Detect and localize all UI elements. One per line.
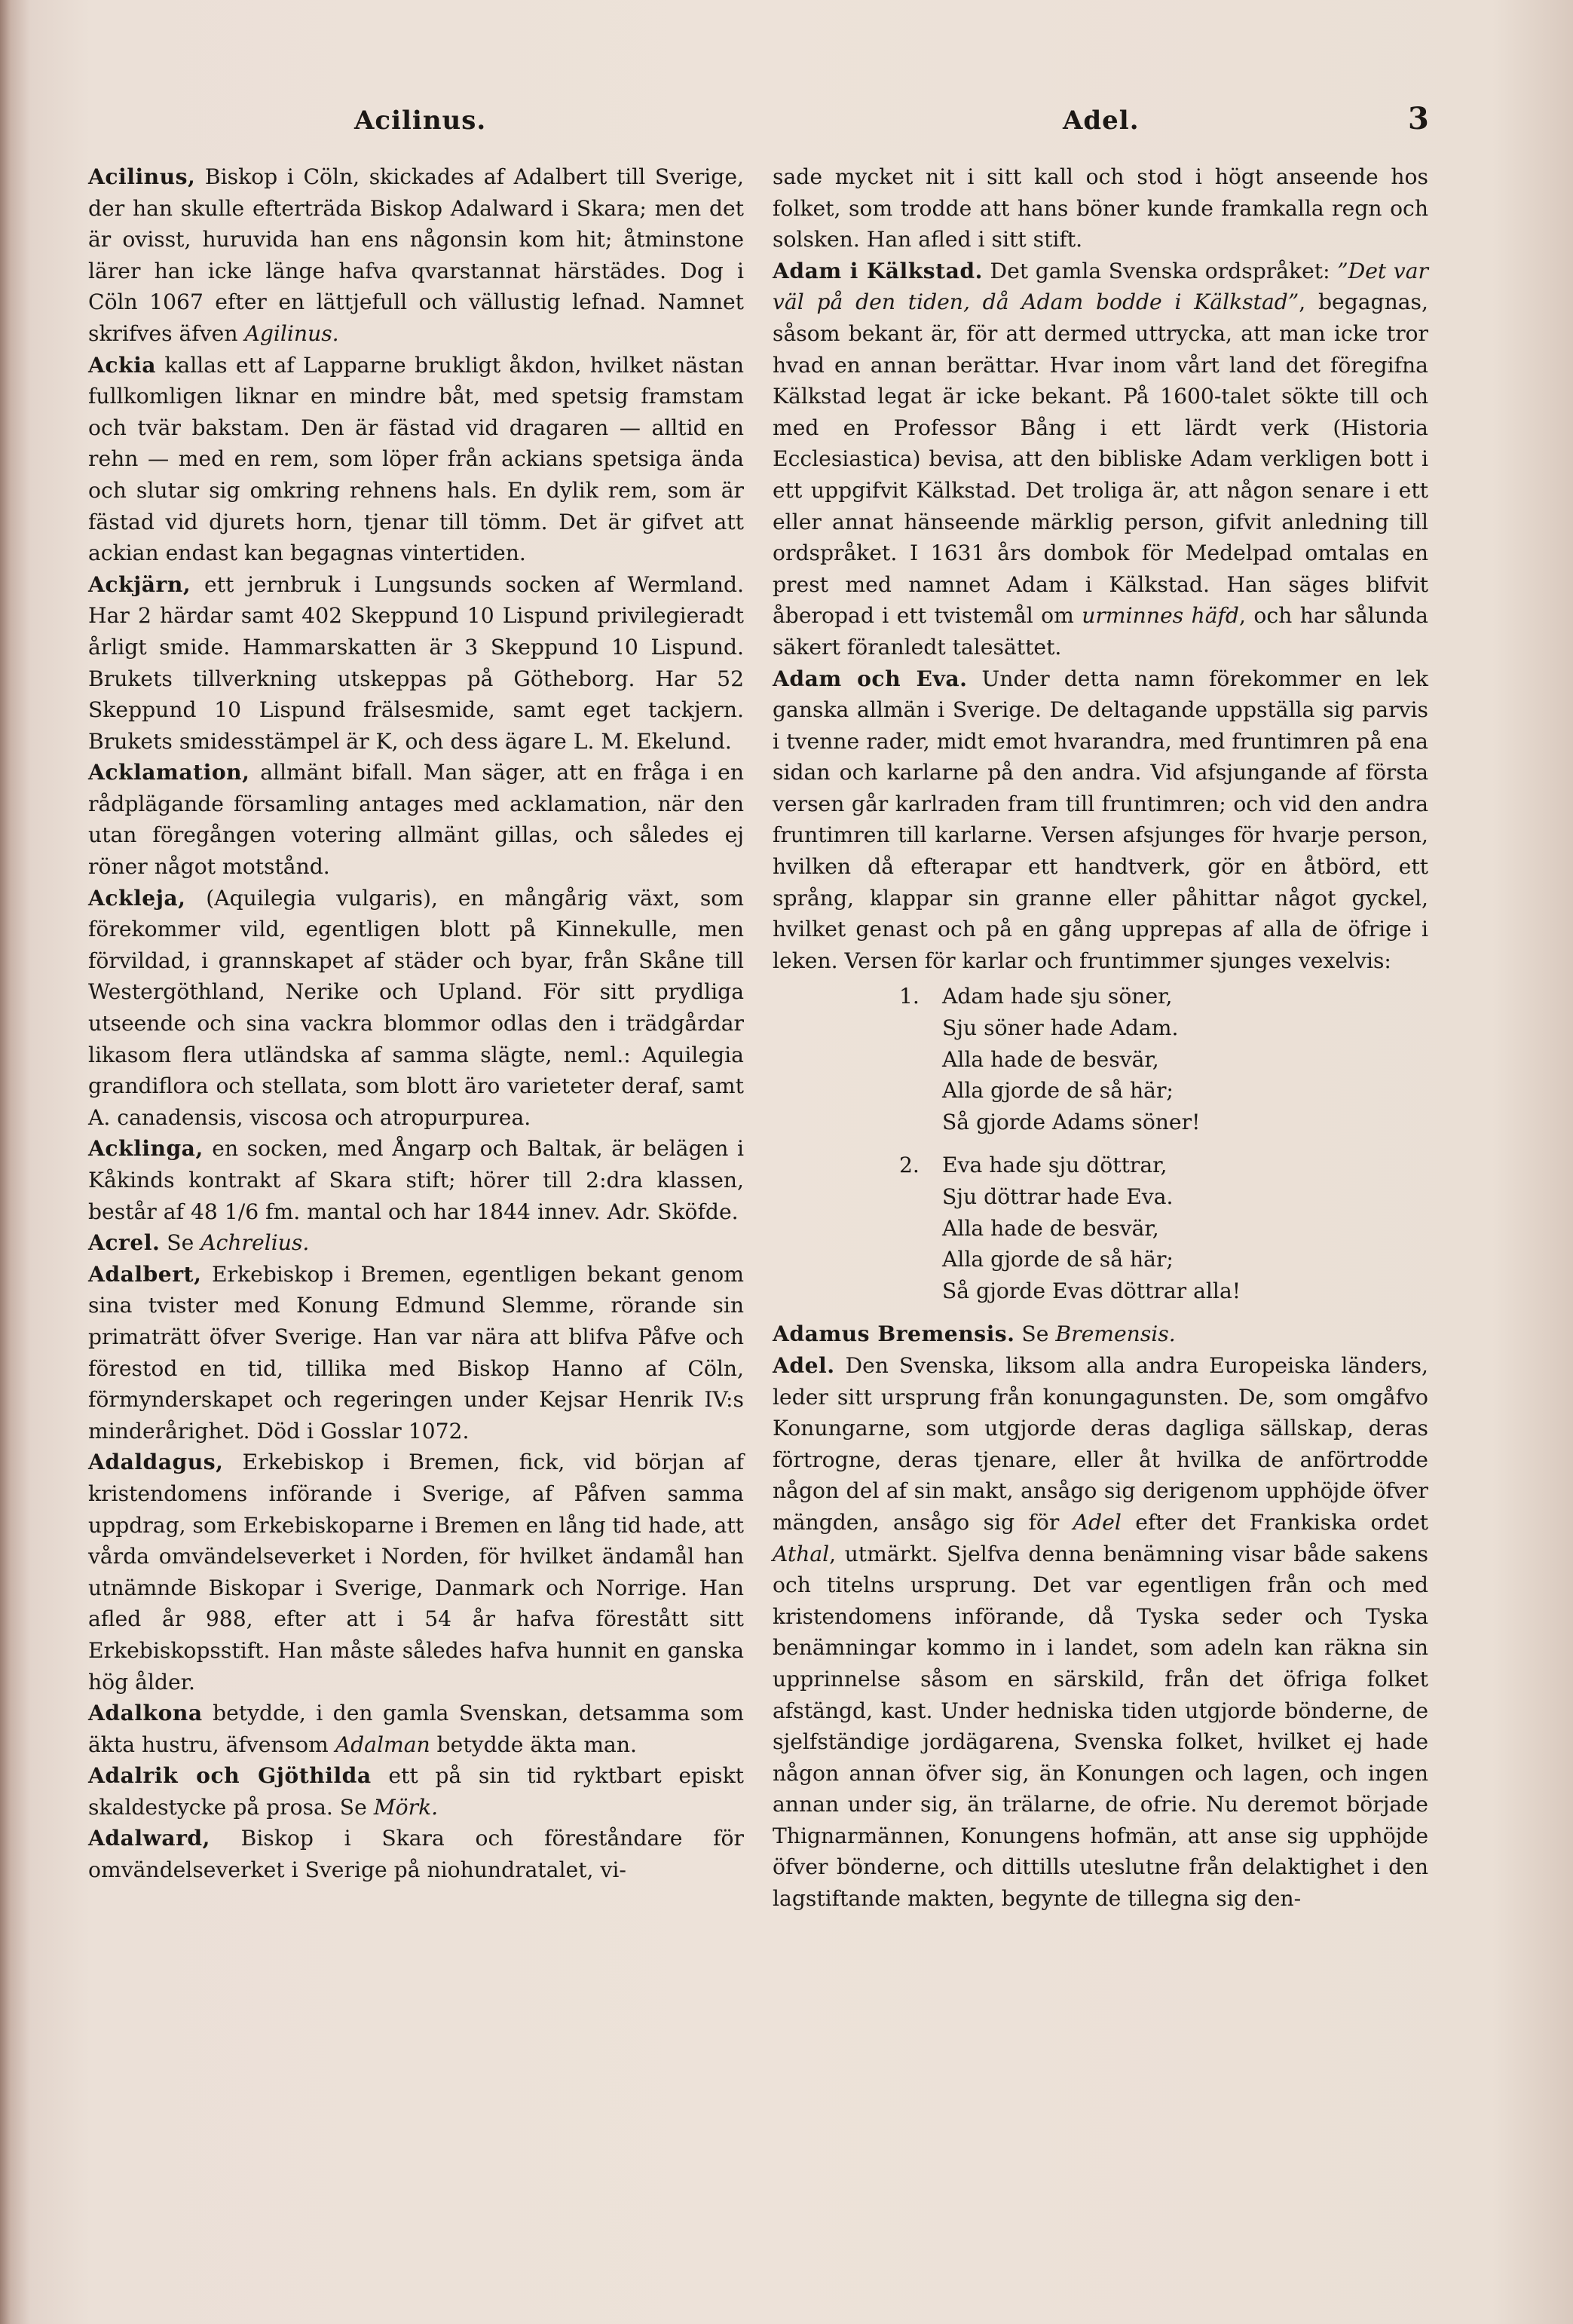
entry-text: ett på sin tid ryktbart episkt skaldestycke på prosa. Se <box>88 1763 744 1820</box>
entry-text: betydde, i den gamla Svenskan, detsamma som äkta hustru, äfvensom <box>88 1701 744 1757</box>
entry-headword: Adamus Bremensis. <box>773 1321 1015 1347</box>
verse-stanza <box>773 1150 1428 1306</box>
entry-text: Under detta namn förekommer en lek ganska allmän i Sverige. De deltagande uppställa sig parvis i tvenne rader, midt emot hvarandra, med fruntimren på ena sidan och karlarne på den andra. Vid afsjungande af första versen går karlraden fram till fruntimren; och vid den andra fruntimren till karlarne. Versen afsjunges för hvarje person, hvilken då efterapar ett handtverk, gör en åtbörd, ett språng, klappar sin granne eller påhittar något gyckel, hvilket genast och på en gång upprepas af alla de öfrige i leken. Versen för karlar och fruntimmer sjunges vexelvis: <box>773 666 1428 973</box>
stanza-number: 2. <box>899 1153 920 1178</box>
entry-headword: Adam i Kälkstad. <box>773 258 983 283</box>
right-column <box>773 161 1428 1915</box>
page-number: 3 <box>1408 101 1429 136</box>
entry-text: Biskop i Skara och föreståndare för omvändelseverket i Sverige på niohundratalet, vi- <box>88 1826 744 1883</box>
entry-text: Den Svenska, liksom alla andra Europeiska länders, leder sitt ursprung från konungagunsten. De, som omgåfvo Konungarne, som utgjorde deras dagliga sällskap, deras förtrogne, deras tjenare, eller åt hvilka de anförtrodde någon del af sin makt, ansågo sig derigenom upphöjde öfver mängden, ansågo sig för <box>773 1352 1428 1535</box>
dictionary-entry <box>773 256 1428 663</box>
entry-headword: Adaldagus, <box>88 1450 224 1475</box>
entry-text: , och har sålunda säkert föranledt talesättet. <box>773 603 1428 660</box>
entry-text: efter det Frankiska ordet <box>1121 1509 1428 1535</box>
entry-text: , utmärkt. Sjelfva denna benämning visar både sakens och titelns ursprung. Det var egentligen från och med kristendomens införande, då Tyska seder och Tyska benämningar kommo in i landet, som adeln kan räkna sin upprinnelse såsom en särskild, från det öfriga folket afstängd, kast. Under hedniska tiden utgjorde bönderne, de sjelfständige jordägarena, Svenska folket, hvilket ej hade någon annan öfver sig, än Konungen och lagen, och ingen annan under sig, än trälarne, de ofrie. Nu deremot började Thignarmännen, Konungens hofmän, att anse sig upphöjde öfver bönderne, och dittills uteslutne från delaktighet i den lagstiftande makten, begynte de tillegna sig den- <box>773 1541 1428 1912</box>
entry-italic-text: Mörk. <box>373 1794 439 1820</box>
verse-line: Adam hade sju söner, <box>942 984 1173 1009</box>
dictionary-entry <box>88 1760 744 1823</box>
dictionary-entry <box>88 1447 744 1698</box>
left-column <box>88 161 744 1886</box>
entry-headword: Ackia <box>88 352 157 378</box>
entry-italic-text: urminnes häfd <box>1082 603 1239 629</box>
verse-line: Sju döttrar hade Eva. <box>942 1184 1174 1209</box>
dictionary-entry <box>88 1133 744 1227</box>
stanza-number: 1. <box>899 984 920 1009</box>
entry-italic-text: Adalman <box>335 1732 430 1757</box>
dictionary-entry <box>88 1823 744 1885</box>
entry-text: Erkebiskop i Bremen, egentligen bekant genom sina tvister med Konung Edmund Slemme, rörande sin primaträtt öfver Sverige. Han var nära att blifva Påfve och förestod en tid, tillika med Biskop Hanno af Cöln, förmynderskapet och regeringen under Kejsar Henrik IV:s minderårighet. Död i Gosslar 1072. <box>88 1261 744 1444</box>
dictionary-entry <box>88 1259 744 1447</box>
entry-headword: Acklamation, <box>88 760 250 785</box>
entry-text: Erkebiskop i Bremen, fick, vid början af kristendomens införande i Sverige, af Påfven samma uppdrag, som Erkebiskoparne i Bremen en lång tid hade, att vårda omvändelseverket i Norden, för hvilket ändamål han utnämnde Biskopar i Sverige, Danmark och Norrige. Han afled år 988, efter att i 54 år hafva förestått sitt Erkebiskopsstift. Han måste således hafva hunnit en ganska hög ålder. <box>88 1450 744 1695</box>
verse-line: Alla hade de besvär, <box>942 1046 1159 1072</box>
right-column-entries-top <box>773 161 1428 976</box>
entry-italic-text: Agilinus. <box>244 320 339 346</box>
entry-text: allmänt bifall. Man säger, att en fråga i en rådplägande församling antages med acklamation, när den utan föregången votering allmänt gillas, och således ej röner något motstånd. <box>88 760 744 880</box>
entry-italic-text: Bremensis. <box>1055 1321 1176 1347</box>
running-head-left: Acilinus. <box>354 106 487 136</box>
entry-text: Se <box>1014 1321 1056 1347</box>
entry-headword: Acilinus, <box>88 164 196 189</box>
verse-line: Så gjorde Adams söner! <box>942 1109 1201 1134</box>
entry-text: (Aquilegia vulgaris), en mångårig växt, som förekommer vild, egentligen blott på Kinnekulle, men förvildad, i grannskapet af städer och byar, från Skåne till Westergöthland, Nerike och Upland. För sitt prydliga utseende och sina vackra blommor odlas den i trädgårdar likasom flera utländska af samma slägte, neml.: Aquilegia grandiflora och stellata, som blott äro varieteter deraf, samt A. canadensis, viscosa och atropurpurea. <box>88 885 744 1130</box>
entry-text: ett jernbruk i Lungsunds socken af Wermland. Har 2 härdar samt 402 Skeppund 10 Lispund privilegieradt årligt smide. Hammarskatten är 3 Skeppund 10 Lispund. Brukets tillverkning utskeppas på Götheborg. Har 52 Skeppund 10 Lispund frälsesmide, samt eget tackjern. Brukets smidesstämpel är K, och dess ägare L. M. Ekelund. <box>88 571 744 754</box>
entry-text: betydde äkta man. <box>430 1732 637 1757</box>
entry-headword: Ackleja, <box>88 885 186 911</box>
dictionary-entry <box>88 883 744 1134</box>
verse-line: Sju söner hade Adam. <box>942 1015 1179 1041</box>
song-verses <box>773 981 1428 1306</box>
verse-line: Eva hade sju döttrar, <box>942 1153 1168 1178</box>
entry-headword: Acklinga, <box>88 1136 204 1162</box>
entry-italic-text: Adel <box>1073 1509 1122 1535</box>
entry-text: Biskop i Cöln, skickades af Adalbert till Sverige, der han skulle efterträda Biskop Adalward i Skara; men det är ovisst, huruvida han ens någonsin kom hit; åtminstone lärer han icke länge hafva qvarstannat härstädes. Dog i Cöln 1067 efter en lättjefull och vällustig lefnad. Namnet skrifves äfven <box>88 164 744 346</box>
entry-headword: Adalbert, <box>88 1261 202 1287</box>
dictionary-entry <box>88 161 744 350</box>
verse-line: Så gjorde Evas döttrar alla! <box>942 1278 1241 1303</box>
entry-text: Det gamla Svenska ordspråket: <box>982 258 1338 283</box>
dictionary-entry <box>88 350 744 569</box>
dictionary-entry <box>88 757 744 882</box>
dictionary-entry <box>773 663 1428 977</box>
page-header <box>0 101 1573 151</box>
dictionary-entry <box>773 1318 1428 1350</box>
entry-text: kallas ett af Lapparne brukligt åkdon, hvilket nästan fullkomligen liknar en mindre båt, med spetsig framstam och tvär bakstam. Den är fästad vid dragaren — alltid en rehn — med en rem, som löper från ackians spetsiga ända och slutar sig omkring rehnens hals. En dylik rem, som är fästad vid djurets horn, tjenar till tömm. Det är gifvet att ackian endast kan begagnas vintertiden. <box>88 352 744 566</box>
entry-headword: Adam och Eva. <box>773 666 968 691</box>
verse-stanza <box>773 981 1428 1138</box>
dictionary-entry <box>88 1227 744 1259</box>
dictionary-entry <box>773 1350 1428 1915</box>
entry-headword: Adel. <box>773 1352 835 1378</box>
running-head-right: Adel. <box>1063 106 1140 136</box>
dictionary-entry <box>88 569 744 758</box>
entry-headword: Adalward, <box>88 1826 210 1851</box>
entry-headword: Ackjärn, <box>88 571 191 597</box>
verse-line: Alla gjorde de så här; <box>942 1078 1174 1104</box>
entry-italic-text: Athal <box>773 1541 830 1566</box>
dictionary-entry <box>773 161 1428 256</box>
entry-headword: Acrel. <box>88 1230 161 1256</box>
entry-text: Se <box>160 1230 201 1256</box>
entry-italic-text: Achrelius. <box>200 1230 310 1256</box>
entry-italic-text: ”Det var väl på den tiden, då Adam bodde i Kälkstad” <box>773 258 1428 315</box>
right-column-entries-bottom <box>773 1318 1428 1914</box>
dictionary-entry <box>88 1698 744 1760</box>
entry-text: sade mycket nit i sitt kall och stod i högt anseende hos folket, som trodde att hans böner kunde framkalla regn och solsken. Han afled i sitt stift. <box>773 164 1428 253</box>
entry-headword: Adalkona <box>88 1701 203 1726</box>
entry-text: , begagnas, såsom bekant är, för att dermed uttrycka, att man icke tror hvad en annan berättar. Hvar inom vårt land det föregifna Kälkstad legat är icke bekant. På 1600-talet sökte till och med en Professor Bång i ett lärdt verk (Historia Ecclesiastica) bevisa, att den bibliske Adam verkligen bott i ett uppgifvit Kälkstad. Det troliga är, att någon senare i ett eller annat hänseende märklig person, gifvit anledning till ordspråket. I 1631 års dombok för Medelpad omtalas en prest med namnet Adam i Kälkstad. Han säges blifvit åberopad i ett tvistemål om <box>773 289 1428 629</box>
verse-line: Alla hade de besvär, <box>942 1215 1159 1241</box>
entry-headword: Adalrik och Gjöthilda <box>88 1763 372 1789</box>
entry-text: en socken, med Ångarp och Baltak, är belägen i Kåkinds kontrakt af Skara stift; hörer till 2:dra klassen, består af 48 1/6 fm. mantal och har 1844 innev. Adr. Sköfde. <box>88 1136 744 1224</box>
verse-line: Alla gjorde de så här; <box>942 1247 1174 1272</box>
